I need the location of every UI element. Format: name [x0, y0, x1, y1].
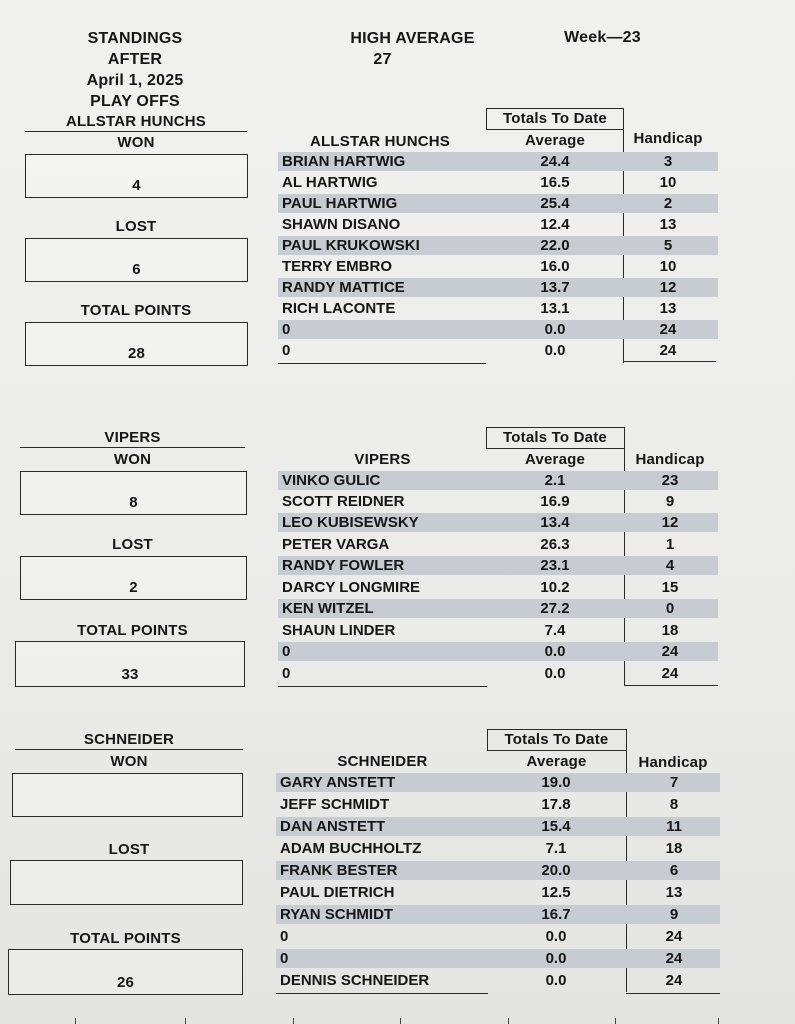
lost-value: 6: [132, 261, 141, 278]
divider: [276, 993, 488, 994]
divider: [15, 749, 243, 750]
player-name: JEFF SCHMIDT: [280, 796, 390, 813]
divider: [486, 108, 624, 109]
player-average: 0.0: [545, 928, 567, 945]
player-handicap: 24: [659, 321, 677, 338]
lost-value: 2: [129, 579, 138, 596]
player-handicap: 15: [661, 579, 679, 596]
player-name: PETER VARGA: [282, 536, 390, 553]
totals-to-date-header: Totals To Date: [504, 731, 609, 748]
player-name: 0: [282, 342, 291, 359]
divider: [623, 361, 716, 362]
divider: [20, 447, 245, 448]
player-average: 16.0: [540, 258, 570, 275]
lost-label: LOST: [112, 536, 153, 553]
edge-tick: [718, 1018, 719, 1024]
player-average: 2.1: [544, 472, 566, 489]
edge-tick: [75, 1018, 76, 1024]
player-average: 0.0: [544, 342, 566, 359]
won-label: WON: [117, 134, 155, 151]
lost-label: LOST: [115, 218, 157, 235]
player-handicap: 10: [659, 258, 677, 275]
average-header: Average: [526, 753, 587, 770]
divider: [25, 131, 247, 132]
lost-box: [10, 860, 243, 905]
player-handicap: 1: [665, 536, 675, 553]
player-average: 25.4: [540, 195, 570, 212]
player-name: DAN ANSTETT: [280, 818, 386, 835]
lost-box: [20, 556, 247, 600]
average-header: Average: [524, 132, 586, 149]
player-handicap: 8: [669, 796, 679, 813]
player-handicap: 10: [659, 174, 677, 191]
total-points-label: TOTAL POINTS: [80, 302, 192, 319]
player-handicap: 11: [666, 818, 682, 835]
player-handicap: 18: [661, 622, 679, 639]
player-average: 16.5: [540, 174, 570, 191]
player-handicap: 18: [665, 840, 683, 857]
high-average-label: HIGH AVERAGE: [350, 30, 475, 47]
won-value: 4: [132, 177, 141, 194]
standings-playoffs-label: PLAY OFFS: [90, 93, 180, 110]
divider: [278, 686, 487, 687]
player-name: AL HARTWIG: [282, 174, 378, 191]
player-average: 24.4: [540, 153, 570, 170]
player-name: VINKO GULIC: [282, 472, 381, 489]
handicap-header: Handicap: [635, 451, 705, 468]
player-average: 16.7: [541, 906, 571, 923]
player-name: 0: [282, 321, 291, 338]
total-points-label: TOTAL POINTS: [77, 622, 188, 639]
player-average: 27.2: [540, 600, 570, 617]
standings-date: April 1, 2025: [86, 72, 184, 89]
divider: [486, 427, 624, 428]
total-points-box: [15, 641, 245, 687]
player-average: 0.0: [544, 643, 566, 660]
player-handicap: 24: [665, 950, 683, 967]
lost-box: [25, 238, 248, 282]
player-average: 0.0: [544, 321, 566, 338]
player-name: BRIAN HARTWIG: [282, 153, 406, 170]
totals-to-date-header: Totals To Date: [503, 429, 607, 446]
player-average: 13.1: [540, 300, 570, 317]
standings-after-label: AFTER: [107, 51, 163, 68]
player-average: 0.0: [544, 665, 566, 682]
week-label: Week—23: [564, 29, 641, 46]
player-handicap: 24: [665, 972, 683, 989]
divider: [487, 750, 626, 751]
player-name: GARY ANSTETT: [280, 774, 396, 791]
player-handicap: 2: [663, 195, 673, 212]
player-name: TERRY EMBRO: [282, 258, 393, 275]
player-name: PAUL DIETRICH: [280, 884, 395, 901]
won-label: WON: [113, 451, 152, 468]
player-average: 22.0: [540, 237, 570, 254]
average-header: Average: [524, 451, 586, 468]
player-name: ADAM BUCHHOLTZ: [280, 840, 422, 857]
total-points-box: [25, 322, 248, 366]
team-name-table: SCHNEIDER: [337, 753, 428, 770]
totals-to-date-header: Totals To Date: [503, 110, 607, 127]
player-handicap: 13: [659, 216, 677, 233]
player-handicap: 3: [663, 153, 673, 170]
player-handicap: 12: [659, 279, 677, 296]
player-handicap: 7: [669, 774, 679, 791]
edge-tick: [508, 1018, 509, 1024]
player-handicap: 9: [669, 906, 679, 923]
won-box: [12, 773, 243, 817]
edge-tick: [185, 1018, 186, 1024]
player-average: 12.5: [541, 884, 571, 901]
player-name: DENNIS SCHNEIDER: [280, 972, 430, 989]
team-name-table: ALLSTAR HUNCHS: [309, 133, 450, 150]
player-handicap: 24: [665, 928, 683, 945]
player-handicap: 24: [661, 643, 679, 660]
player-name: 0: [280, 928, 289, 945]
player-handicap: 5: [663, 237, 673, 254]
player-average: 20.0: [541, 862, 571, 879]
player-name: 0: [282, 665, 291, 682]
won-label: WON: [110, 753, 148, 770]
player-name: SHAWN DISANO: [282, 216, 401, 233]
player-name: 0: [280, 950, 289, 967]
team-name-table: VIPERS: [354, 451, 411, 468]
total-points-label: TOTAL POINTS: [70, 930, 181, 947]
player-name: RANDY FOWLER: [282, 557, 405, 574]
player-handicap: 24: [661, 665, 679, 682]
total-points-value: 33: [121, 666, 139, 683]
divider: [278, 363, 486, 364]
won-value: 8: [129, 494, 138, 511]
total-points-value: 28: [127, 345, 146, 362]
divider: [626, 993, 720, 994]
player-handicap: 4: [665, 557, 675, 574]
player-handicap: 24: [659, 342, 677, 359]
divider: [486, 129, 624, 130]
player-average: 7.1: [545, 840, 567, 857]
divider: [487, 729, 626, 730]
player-name: DARCY LONGMIRE: [282, 579, 421, 596]
player-name: RYAN SCHMIDT: [280, 906, 394, 923]
player-name: PAUL KRUKOWSKI: [282, 237, 420, 254]
player-handicap: 12: [661, 514, 679, 531]
standings-title: STANDINGS: [87, 30, 183, 47]
player-name: PAUL HARTWIG: [282, 195, 398, 212]
player-handicap: 13: [659, 300, 677, 317]
player-average: 10.2: [540, 579, 570, 596]
player-name: RICH LACONTE: [282, 300, 396, 317]
player-handicap: 9: [665, 493, 675, 510]
player-name: 0: [282, 643, 291, 660]
player-average: 0.0: [545, 972, 567, 989]
player-name: KEN WITZEL: [282, 600, 374, 617]
edge-tick: [400, 1018, 401, 1024]
player-average: 13.7: [540, 279, 570, 296]
player-average: 16.9: [540, 493, 570, 510]
player-name: SHAUN LINDER: [282, 622, 396, 639]
won-box: [20, 471, 247, 515]
player-name: FRANK BESTER: [280, 862, 398, 879]
total-points-box: [8, 949, 243, 995]
player-average: 23.1: [540, 557, 570, 574]
team-name-left: SCHNEIDER: [83, 731, 175, 748]
player-average: 7.4: [544, 622, 566, 639]
won-box: [25, 154, 248, 198]
player-average: 26.3: [540, 536, 570, 553]
edge-tick: [293, 1018, 294, 1024]
player-handicap: 6: [669, 862, 679, 879]
player-average: 17.8: [541, 796, 571, 813]
player-average: 12.4: [540, 216, 570, 233]
player-handicap: 0: [665, 600, 675, 617]
high-average-value: 27: [373, 51, 392, 68]
team-name-left: VIPERS: [104, 429, 161, 446]
lost-label: LOST: [108, 841, 150, 858]
divider: [624, 685, 718, 686]
handicap-header: Handicap: [638, 754, 708, 771]
player-handicap: 13: [665, 884, 683, 901]
player-handicap: 23: [661, 472, 679, 489]
total-points-value: 26: [116, 974, 135, 991]
edge-tick: [615, 1018, 616, 1024]
handicap-header: Handicap: [633, 130, 703, 147]
player-name: SCOTT REIDNER: [282, 493, 405, 510]
player-name: LEO KUBISEWSKY: [282, 514, 419, 531]
divider: [486, 448, 624, 449]
team-name-left: ALLSTAR HUNCHS: [65, 113, 206, 130]
player-name: RANDY MATTICE: [282, 279, 405, 296]
player-average: 13.4: [540, 514, 570, 531]
player-average: 15.4: [541, 818, 571, 835]
player-average: 0.0: [545, 950, 567, 967]
player-average: 19.0: [541, 774, 571, 791]
